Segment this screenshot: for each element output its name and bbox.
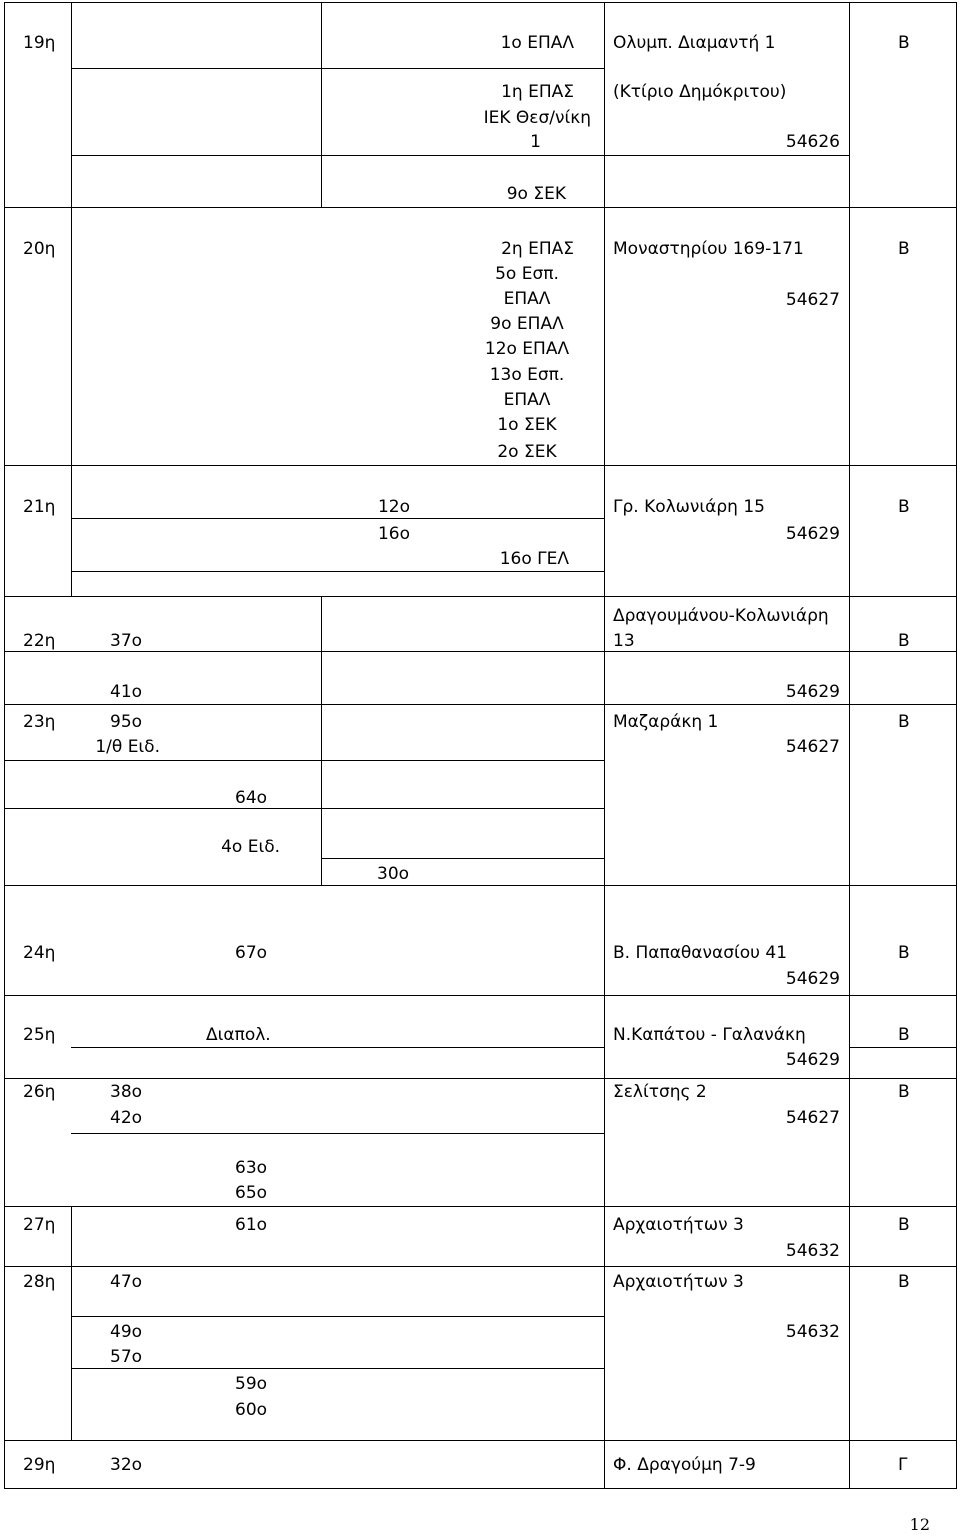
school-cell: 1η ΕΠΑΣ: [501, 82, 574, 102]
school-cell: 42ο: [110, 1108, 143, 1128]
school-cell: 9ο ΕΠΑΛ: [490, 314, 564, 334]
zone-cell: Β: [898, 497, 910, 517]
address-cell: Μοναστηρίου 169-171: [613, 239, 804, 259]
school-cell: ΙΕΚ Θεσ/νίκη: [483, 108, 591, 128]
school-cell: 64ο: [235, 788, 268, 808]
postcode-cell: 54629: [785, 969, 840, 989]
address-cell: Δραγουμάνου-Κολωνιάρη: [613, 606, 829, 626]
school-cell: ΕΠΑΛ: [503, 390, 551, 410]
postcode-cell: 54627: [785, 737, 840, 757]
address-cell: 13: [613, 631, 635, 651]
row-number: 29η: [23, 1455, 56, 1475]
col-line: [71, 2, 72, 208]
postcode-cell: 54632: [785, 1241, 840, 1261]
col-line: [71, 1206, 72, 1441]
table-border-bottom: [4, 1488, 957, 1489]
col-line: [849, 2, 850, 208]
postcode-cell: 54629: [785, 682, 840, 702]
col-line: [604, 885, 605, 996]
page-number: 12: [909, 1515, 930, 1534]
school-cell: 5ο Εσπ.: [495, 264, 559, 284]
zone-cell: Β: [898, 1082, 910, 1102]
address-cell: (Κτίριο Δημόκριτου): [613, 82, 787, 102]
school-cell: 47ο: [110, 1272, 143, 1292]
school-cell: 1ο ΕΠΑΛ: [500, 33, 574, 53]
zone-cell: Β: [898, 712, 910, 732]
school-cell: Διαπολ.: [206, 1025, 271, 1045]
row-separator: [4, 596, 957, 597]
col-line: [71, 465, 72, 597]
cell-line: [71, 68, 605, 69]
row-number: 21η: [23, 497, 56, 517]
row-number: 26η: [23, 1082, 56, 1102]
school-cell: 16ο: [377, 524, 410, 544]
postcode-cell: 54629: [785, 1050, 840, 1070]
col-line: [604, 1440, 605, 1489]
address-cell: Αρχαιοτήτων 3: [613, 1215, 744, 1235]
col-line: [849, 1440, 850, 1489]
school-cell: 13ο Εσπ.: [489, 365, 565, 385]
school-cell: 2ο ΣΕΚ: [497, 442, 557, 462]
school-cell: 59ο: [235, 1374, 268, 1394]
row-number: 23η: [23, 712, 56, 732]
col-line: [849, 596, 850, 886]
school-cell: 67ο: [235, 943, 268, 963]
postcode-cell: 54626: [785, 132, 840, 152]
row-separator: [4, 207, 957, 208]
cell-line: [71, 1133, 605, 1134]
col-line: [604, 1206, 605, 1441]
cell-line: [321, 858, 605, 859]
school-cell: 9ο ΣΕΚ: [506, 184, 566, 204]
zone-cell: Β: [898, 1272, 910, 1292]
school-cell: 95ο: [110, 712, 143, 732]
postcode-cell: 54627: [785, 1108, 840, 1128]
zone-cell: Β: [898, 1215, 910, 1235]
school-cell: 38ο: [110, 1082, 143, 1102]
col-line: [849, 885, 850, 996]
school-cell: 12ο ΕΠΑΛ: [484, 339, 570, 359]
school-cell: 12ο: [377, 497, 410, 517]
address-cell: Σελίτσης 2: [613, 1082, 707, 1102]
col-line: [849, 465, 850, 597]
row-number: 20η: [23, 239, 56, 259]
col-line: [604, 465, 605, 597]
school-cell: 49ο: [110, 1322, 143, 1342]
row-number: 22η: [23, 631, 56, 651]
row-number: 25η: [23, 1025, 56, 1045]
address-cell: Αρχαιοτήτων 3: [613, 1272, 744, 1292]
school-cell: 4ο Ειδ.: [221, 837, 280, 857]
school-cell: 63ο: [235, 1158, 268, 1178]
cell-line: [605, 155, 850, 156]
row-number: 28η: [23, 1272, 56, 1292]
school-cell: 2η ΕΠΑΣ: [501, 239, 574, 259]
school-cell: 57ο: [110, 1347, 143, 1367]
col-line: [71, 207, 72, 466]
zone-cell: Γ: [898, 1455, 908, 1475]
address-cell: Μαζαράκη 1: [613, 712, 719, 732]
col-line: [849, 1206, 850, 1441]
school-cell: 61ο: [235, 1215, 268, 1235]
zone-cell: Β: [898, 1025, 910, 1045]
cell-line: [4, 651, 957, 652]
address-cell: Β. Παπαθανασίου 41: [613, 943, 788, 963]
col-line: [849, 995, 850, 1207]
zone-cell: Β: [898, 33, 910, 53]
postcode-cell: 54627: [785, 290, 840, 310]
col-line: [604, 995, 605, 1207]
school-cell: 41ο: [110, 682, 143, 702]
col-line: [849, 207, 850, 466]
school-cell: 16ο ΓΕΛ: [499, 549, 569, 569]
cell-line: [4, 808, 605, 809]
postcode-cell: 54629: [785, 524, 840, 544]
cell-line: [71, 1047, 605, 1048]
school-cell: 30ο: [377, 864, 410, 884]
col-line: [321, 596, 322, 886]
row-number: 24η: [23, 943, 56, 963]
school-cell: 60ο: [235, 1400, 268, 1420]
row-separator: [4, 1440, 957, 1441]
row-separator: [4, 465, 957, 466]
school-cell: 1/θ Ειδ.: [95, 737, 160, 757]
cell-line: [71, 1316, 605, 1317]
postcode-cell: 54632: [785, 1322, 840, 1342]
row-separator: [4, 1206, 957, 1207]
school-cell: 37ο: [110, 631, 143, 651]
cell-line: [71, 1368, 605, 1369]
school-cell: ΕΠΑΛ: [503, 289, 551, 309]
table-border-top: [4, 2, 957, 3]
address-cell: Φ. Δραγούμη 7-9: [613, 1455, 756, 1475]
cell-line: [4, 760, 605, 761]
cell-line: [4, 1078, 957, 1079]
school-cell: 65ο: [235, 1183, 268, 1203]
zone-cell: Β: [898, 943, 910, 963]
address-cell: Ολυμπ. Διαμαντή 1: [613, 33, 776, 53]
address-cell: Γρ. Κολωνιάρη 15: [613, 497, 765, 517]
row-separator: [4, 995, 957, 996]
col-line: [604, 596, 605, 886]
zone-cell: Β: [898, 239, 910, 259]
address-cell: Ν.Καπάτου - Γαλανάκη: [613, 1025, 806, 1045]
school-cell: 1: [530, 132, 541, 152]
cell-line: [71, 155, 605, 156]
row-separator: [4, 885, 957, 886]
row-number: 27η: [23, 1215, 56, 1235]
cell-line: [4, 1266, 957, 1267]
row-number: 19η: [23, 33, 56, 53]
col-line: [604, 2, 605, 208]
school-cell: 32ο: [110, 1455, 143, 1475]
zone-cell: Β: [898, 631, 910, 651]
school-cell: 1ο ΣΕΚ: [497, 415, 557, 435]
col-line: [321, 2, 322, 208]
